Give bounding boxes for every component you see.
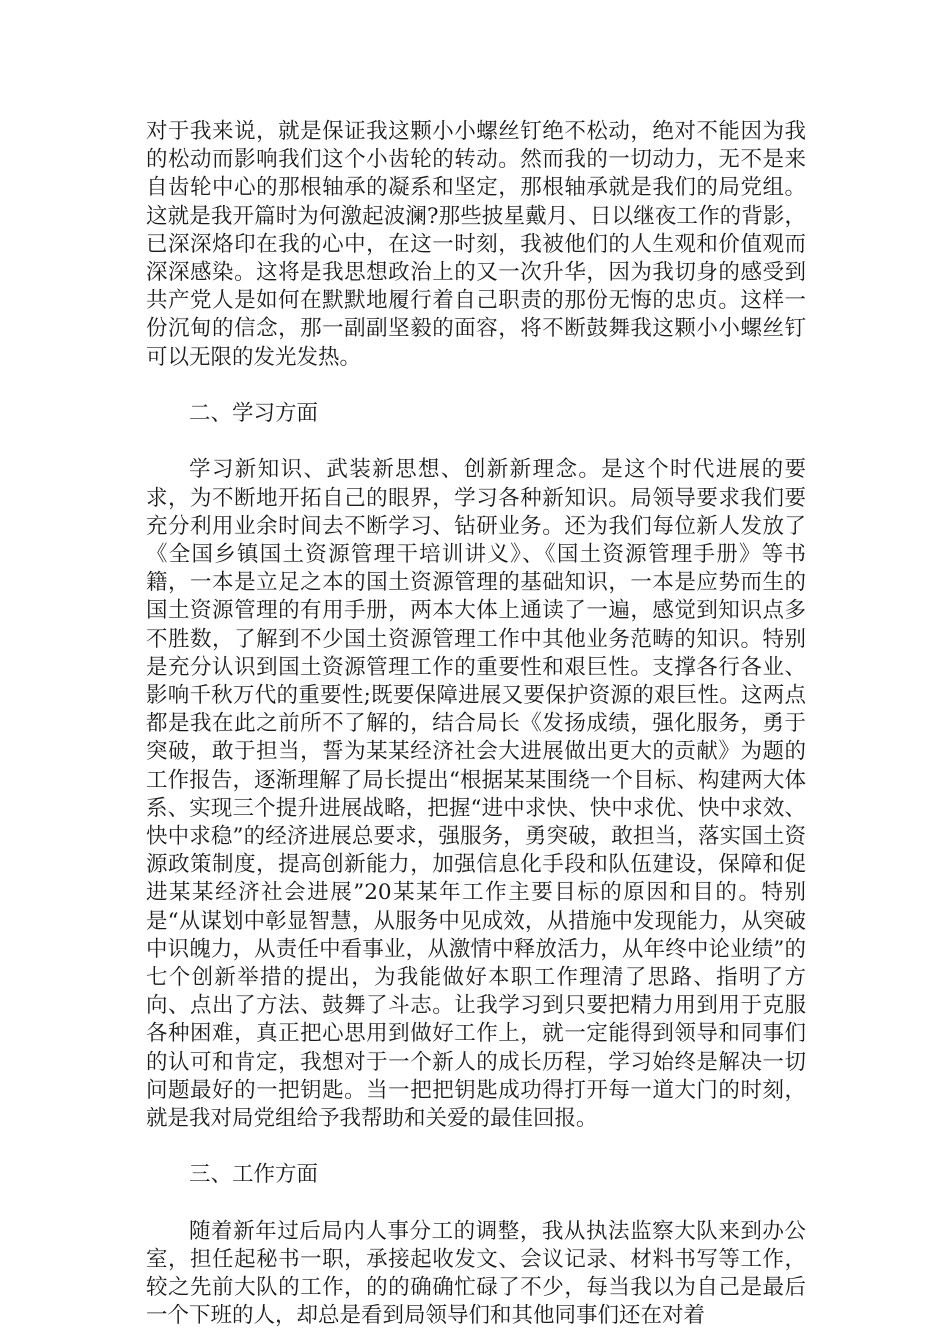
section-heading-study: 二、学习方面: [189, 401, 319, 427]
paragraph-spacer: [146, 1190, 806, 1218]
paragraph-study: 学习新知识、武装新思想、创新新理念。是这个时代进展的要求，为不断地开拓自己的眼界，学习各种新知识。局领导要求我们要充分利用业余时间去不断学习、钻研业务。还为我们每位新人发放了《全国乡镇国土资源管理干培训讲义》、《国土资源管理手册》等书籍，一本是立足之本的国土资源管理的基础知识，一本是应势而生的国土资源管理的有用手册，两本大体上通读了一遍，感觉到知识点多不胜数，了解到不少国土资源管理工作中其他业务范畴的知识。特别是充分认识到国土资源管理工作的重要性和艰巨性。支撑各行各业、影响千秋万代的重要性;既要保障进展又要保护资源的艰巨性。这两点都是我在此之前所不了解的，结合局长《发扬成绩，强化服务，勇于突破，敢于担当，誓为某某经济社会大进展做出更大的贡献》为题的工作报告，逐渐理解了局长提出“根据某某围绕一个目标、构建两大体系、实现三个提升进展战略，把握“进中求快、快中求优、快中求效、快中求稳”的经济进展总要求，强服务，勇突破，敢担当，落实国土资源政策制度，提高创新能力，加强信息化手段和队伍建设，保障和促进某某经济社会进展”20某某年工作主要目标的原因和目的。特别是“从谋划中彰显智慧，从服务中见成效，从措施中发现能力，从突破中识魄力，从责任中看事业，从激情中释放活力，从年终中论业绩”的七个创新举措的提出，为我能做好本职工作理清了思路、指明了方向、点出了方法、鼓舞了斗志。让我学习到只要把精力用到用于克服各种困难，真正把心思用到做好工作上，就一定能得到领导和同事们的认可和肯定，我想对于一个新人的成长历程，学习始终是解决一切问题最好的一把钥匙。当一把把钥匙成功得打开每一道大门的时刻，就是我对局党组给予我帮助和关爱的最佳回报。: [146, 457, 806, 1132]
paragraph-spacer: [146, 428, 806, 456]
section-heading-work: 三、工作方面: [189, 1162, 319, 1188]
paragraph-work: 随着新年过后局内人事分工的调整，我从执法监察大队来到办公室，担任起秘书一职，承接起收发文、会议记录、材料书写等工作，较之先前大队的工作，的的确确忙碌了不少，每当我以为自己是最后一个下班的人，却总是看到局领导们和其他同事们还在对着: [146, 1218, 806, 1329]
paragraph-continuation: 对于我来说，就是保证我这颗小小螺丝钉绝不松动，绝对不能因为我的松动而影响我们这个小齿轮的转动。然而我的一切动力，无不是来自齿轮中心的那根轴承的凝系和坚定，那根轴承就是我们的局党组。这就是我开篇时为何激起波澜?那些披星戴月、日以继夜工作的背影，已深深烙印在我的心中，在这一时刻，我被他们的人生观和价值观而深深感染。这将是我思想政治上的又一次升华，因为我切身的感受到共产党人是如何在默默地履行着自己职责的那份无悔的忠贞。这样一份沉甸的信念，那一副副坚毅的面容，将不断鼓舞我这颗小小螺丝钉可以无限的发光发热。: [146, 119, 806, 370]
paragraph-spacer: [146, 372, 806, 400]
paragraph-spacer: [146, 1133, 806, 1161]
document-page: [146, 118, 806, 1331]
